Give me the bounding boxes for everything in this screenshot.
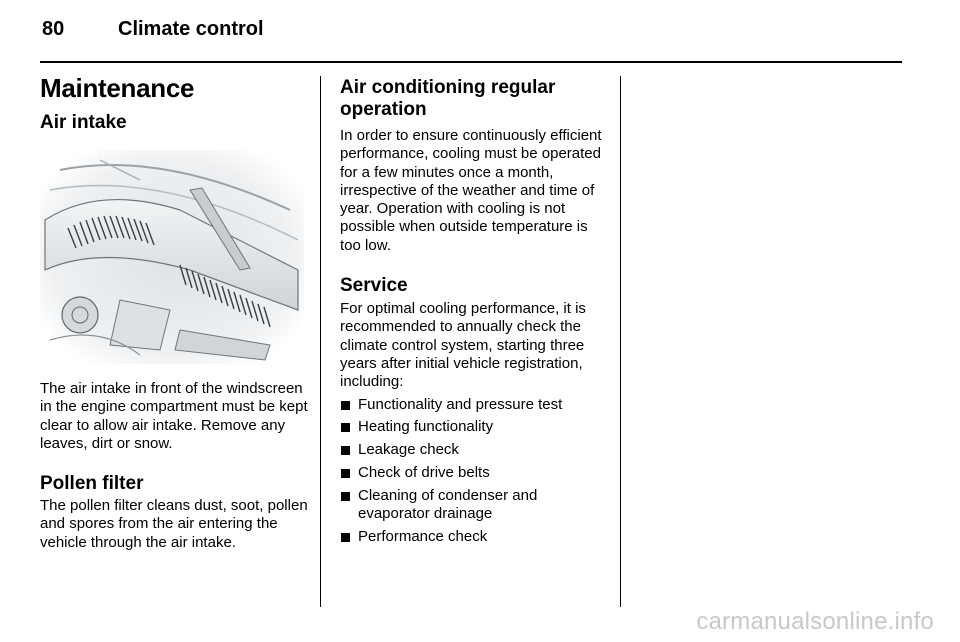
pollen-filter-heading: Pollen filter [40, 473, 144, 495]
list-item [340, 464, 608, 482]
chapter-title: Climate control [118, 18, 264, 40]
air-intake-heading: Air intake [40, 112, 127, 133]
list-item-text: Check of drive belts [358, 464, 490, 482]
list-item [340, 528, 608, 546]
list-item [340, 441, 608, 459]
list-item-text: Performance check [358, 528, 488, 546]
bullet-icon [341, 446, 350, 455]
left-column [40, 72, 308, 552]
header-divider [40, 61, 902, 63]
air-intake-illustration [40, 150, 304, 364]
bullet-icon [341, 492, 350, 501]
ac-regular-operation-heading: Air conditioning regular operation [340, 77, 556, 120]
air-intake-text: The air intake in front of the windscreen in the engine compartment must be kept clear to allow air intake. Remove any leaves, dirt or snow. [40, 380, 308, 452]
bullet-icon [341, 469, 350, 478]
column-divider-left [320, 76, 321, 607]
service-text: For optimal cooling performance, it is recommended to annually check the climate control system, starting three years after initial vehicle registration, including: [340, 300, 586, 391]
section-title: Maintenance [40, 73, 195, 103]
middle-column [340, 72, 608, 551]
list-item-text: Cleaning of condenser and evaporator drainage [358, 487, 538, 523]
bullet-icon [341, 533, 350, 542]
pollen-filter-text: The pollen filter cleans dust, soot, pollen and spores from the air entering the vehicle through the air intake. [40, 497, 308, 551]
bullet-icon [341, 423, 350, 432]
bullet-icon [341, 401, 350, 410]
list-item [340, 418, 608, 436]
list-item-text: Heating functionality [358, 418, 494, 436]
service-checklist [340, 396, 608, 547]
list-item [340, 487, 608, 524]
page-number: 80 [42, 18, 65, 40]
service-heading: Service [340, 275, 408, 297]
list-item [340, 396, 608, 414]
list-item-text: Functionality and pressure test [358, 395, 563, 413]
list-item-text: Leakage check [358, 441, 459, 459]
watermark: carmanualsonline.info [696, 608, 934, 635]
column-divider-right [620, 76, 621, 607]
ac-regular-operation-text: In order to ensure continuously efficient performance, cooling must be operated for a few minutes once a month, irrespective of the weather and time of year. Operation with cooling is not possible when outside temperature is too low. [340, 127, 602, 254]
